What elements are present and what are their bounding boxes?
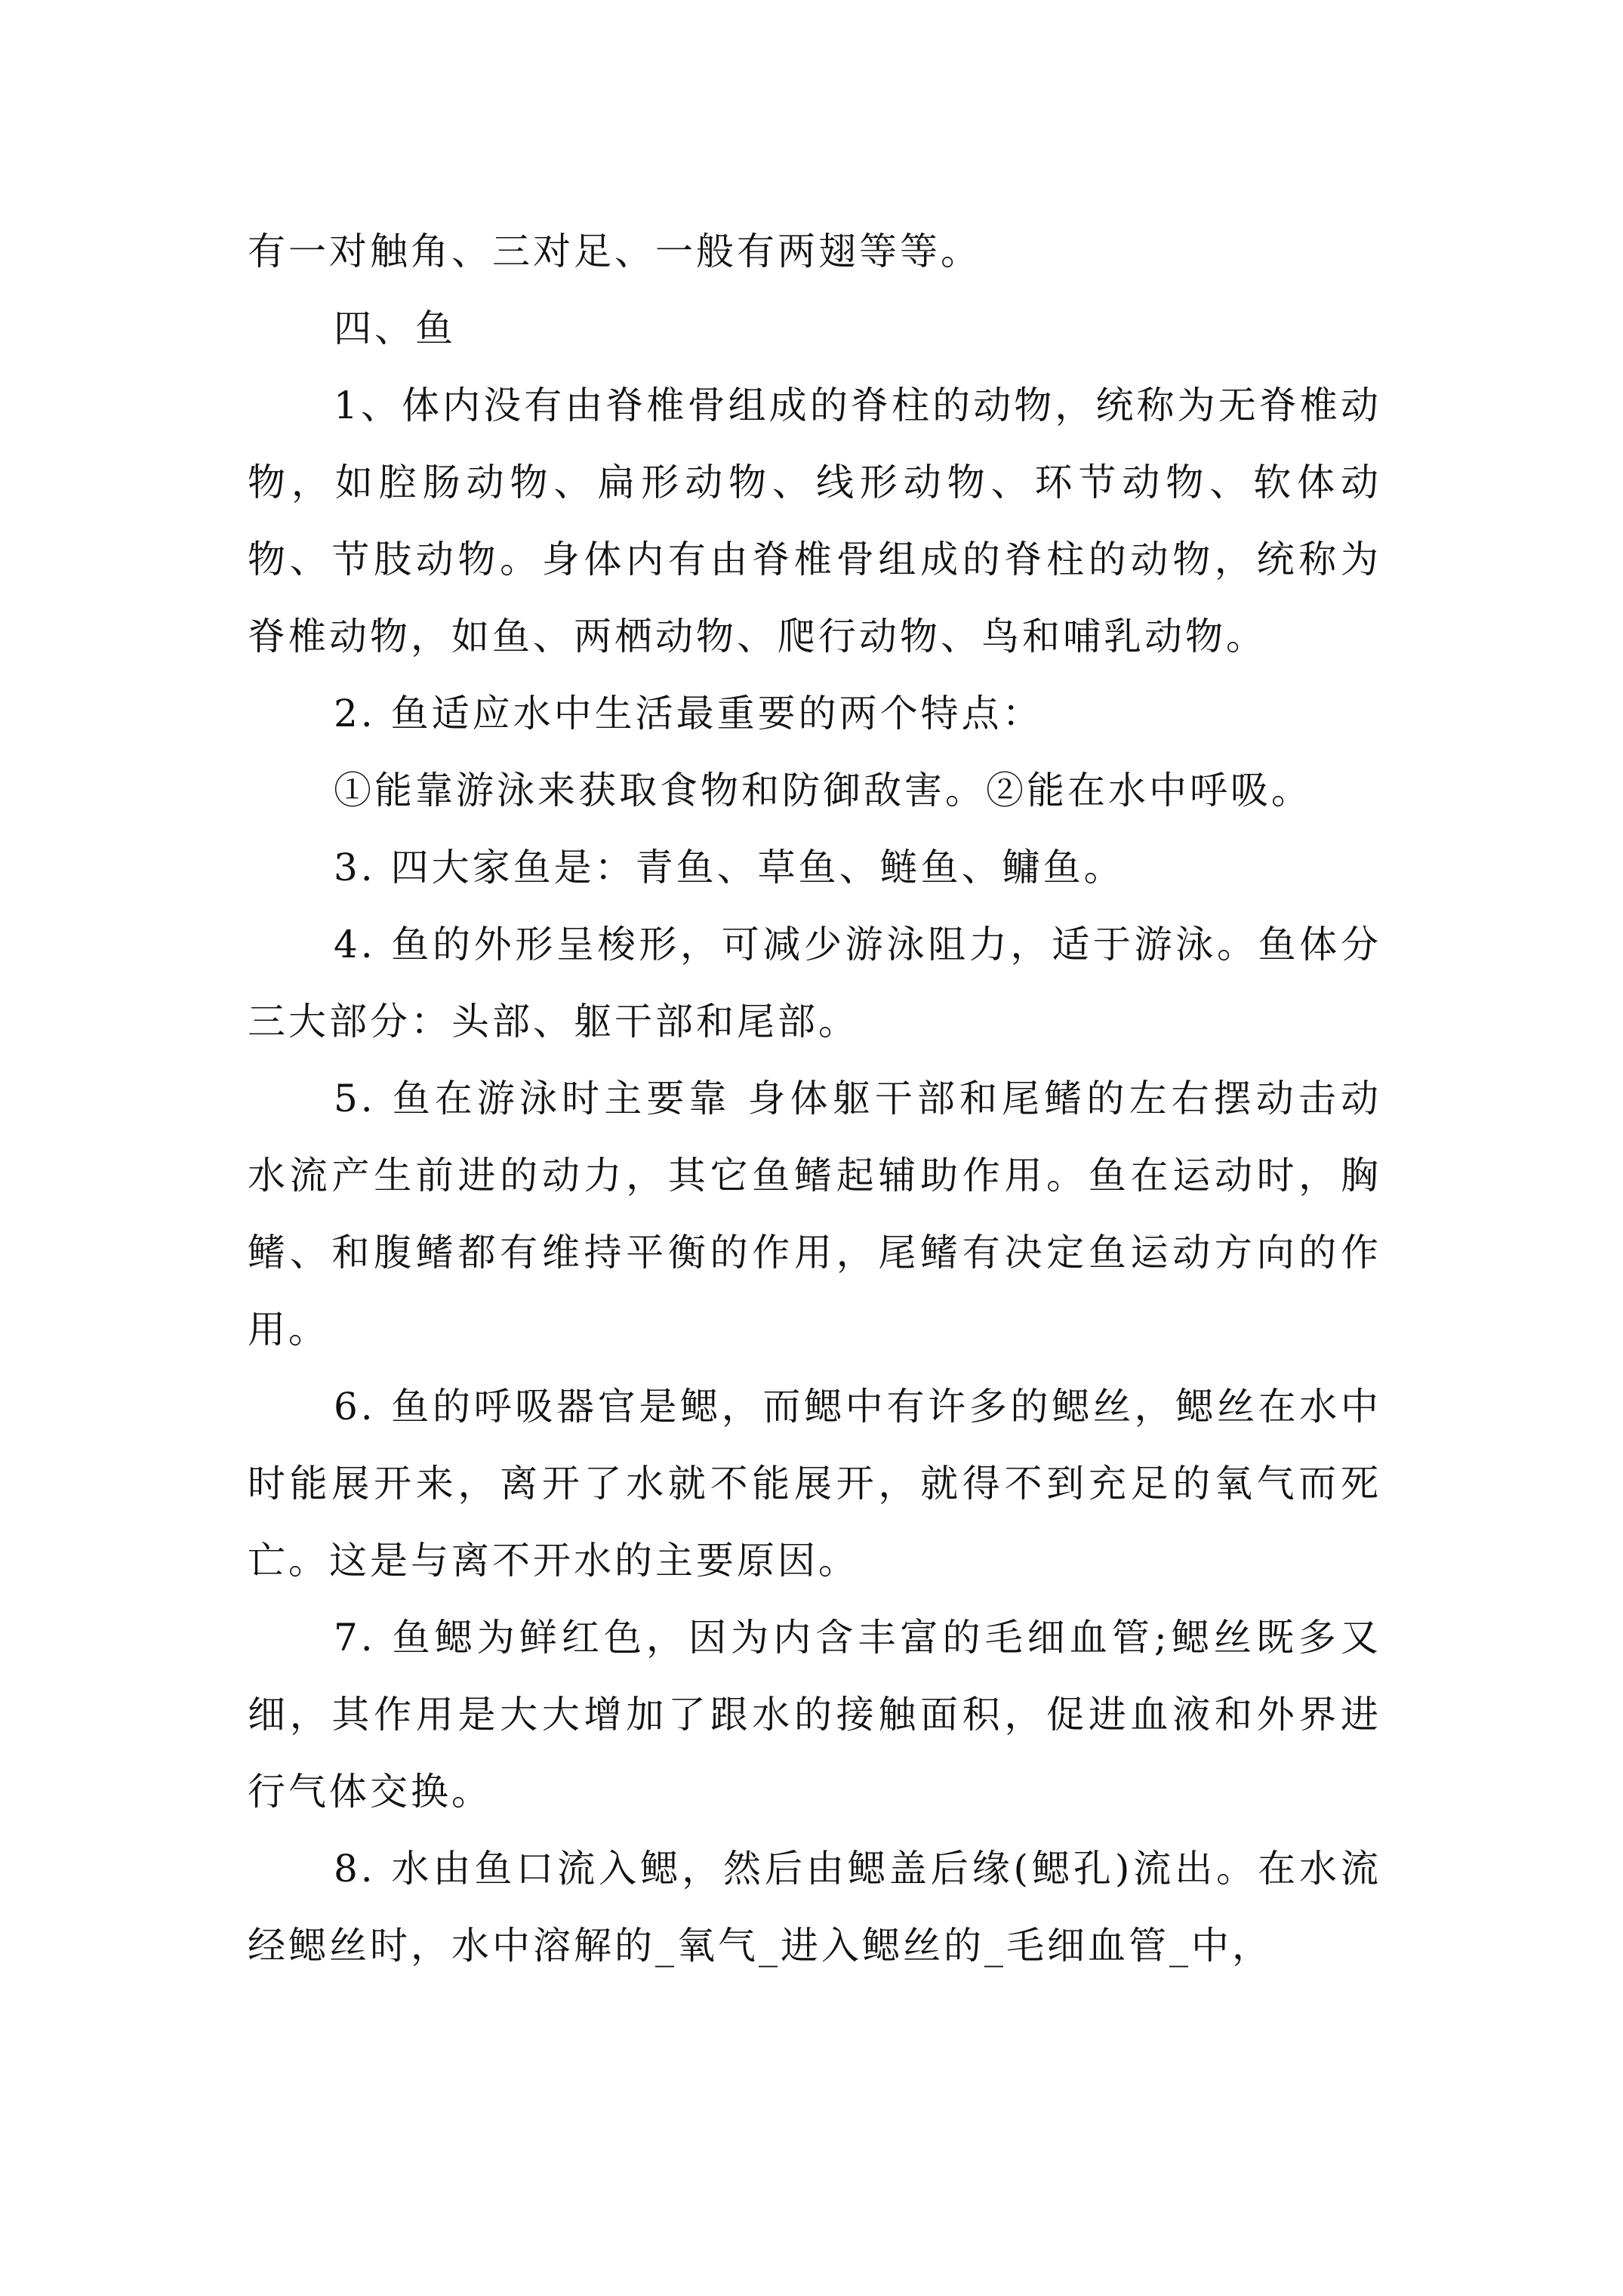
paragraph-fish-adaptation: 2. 鱼适应水中生活最重要的两个特点：: [334, 692, 1043, 735]
paragraph-fish-respiration: 6. 鱼的呼吸器官是鳃，而鳃中有许多的鳃丝，鳃丝在水中时能展开来，离开了水就不能展开，就得不到充足的氧气而死亡。这是与离不开水的主要原因。: [248, 1385, 1381, 1583]
document-body: [248, 213, 1381, 1984]
paragraph-insect-features: 有一对触角、三对足、一般有两翅等等。: [248, 230, 981, 273]
paragraph-gill-color: 7. 鱼鳃为鲜红色，因为内含丰富的毛细血管;鳃丝既多又细，其作用是大大增加了跟水的接触面积，促进血液和外界进行气体交换。: [248, 1616, 1381, 1814]
section-heading-fish: 四、鱼: [334, 307, 456, 350]
paragraph-fish-swimming: 5. 鱼在游泳时主要靠 身体躯干部和尾鳍的左右摆动击动水流产生前进的动力，其它鱼鳍起辅助作用。鱼在运动时，胸鳍、和腹鳍都有维持平衡的作用，尾鳍有决定鱼运动方向的作用。: [248, 1077, 1381, 1351]
paragraph-four-major-fish: 3. 四大家鱼是：青鱼、草鱼、鲢鱼、鳙鱼。: [334, 846, 1125, 889]
paragraph-fish-adaptation-points: ①能靠游泳来获取食物和防御敌害。②能在水中呼吸。: [334, 769, 1312, 812]
paragraph-fish-shape: 4. 鱼的外形呈梭形，可减少游泳阻力，适于游泳。鱼体分三大部分：头部、躯干部和尾部。: [248, 923, 1381, 1043]
paragraph-water-flow: 8. 水由鱼口流入鳃，然后由鳃盖后缘(鳃孔)流出。在水流经鳃丝时，水中溶解的_氧气_进入鳃丝的_毛细血管_中，: [248, 1847, 1381, 1968]
paragraph-vertebrate-definition: 1、体内没有由脊椎骨组成的脊柱的动物，统称为无脊椎动物，如腔肠动物、扁形动物、线形动物、环节动物、软体动物、节肢动物。身体内有由脊椎骨组成的脊柱的动物，统称为脊椎动物，如鱼、两栖动物、爬行动物、鸟和哺乳动物。: [248, 384, 1381, 658]
